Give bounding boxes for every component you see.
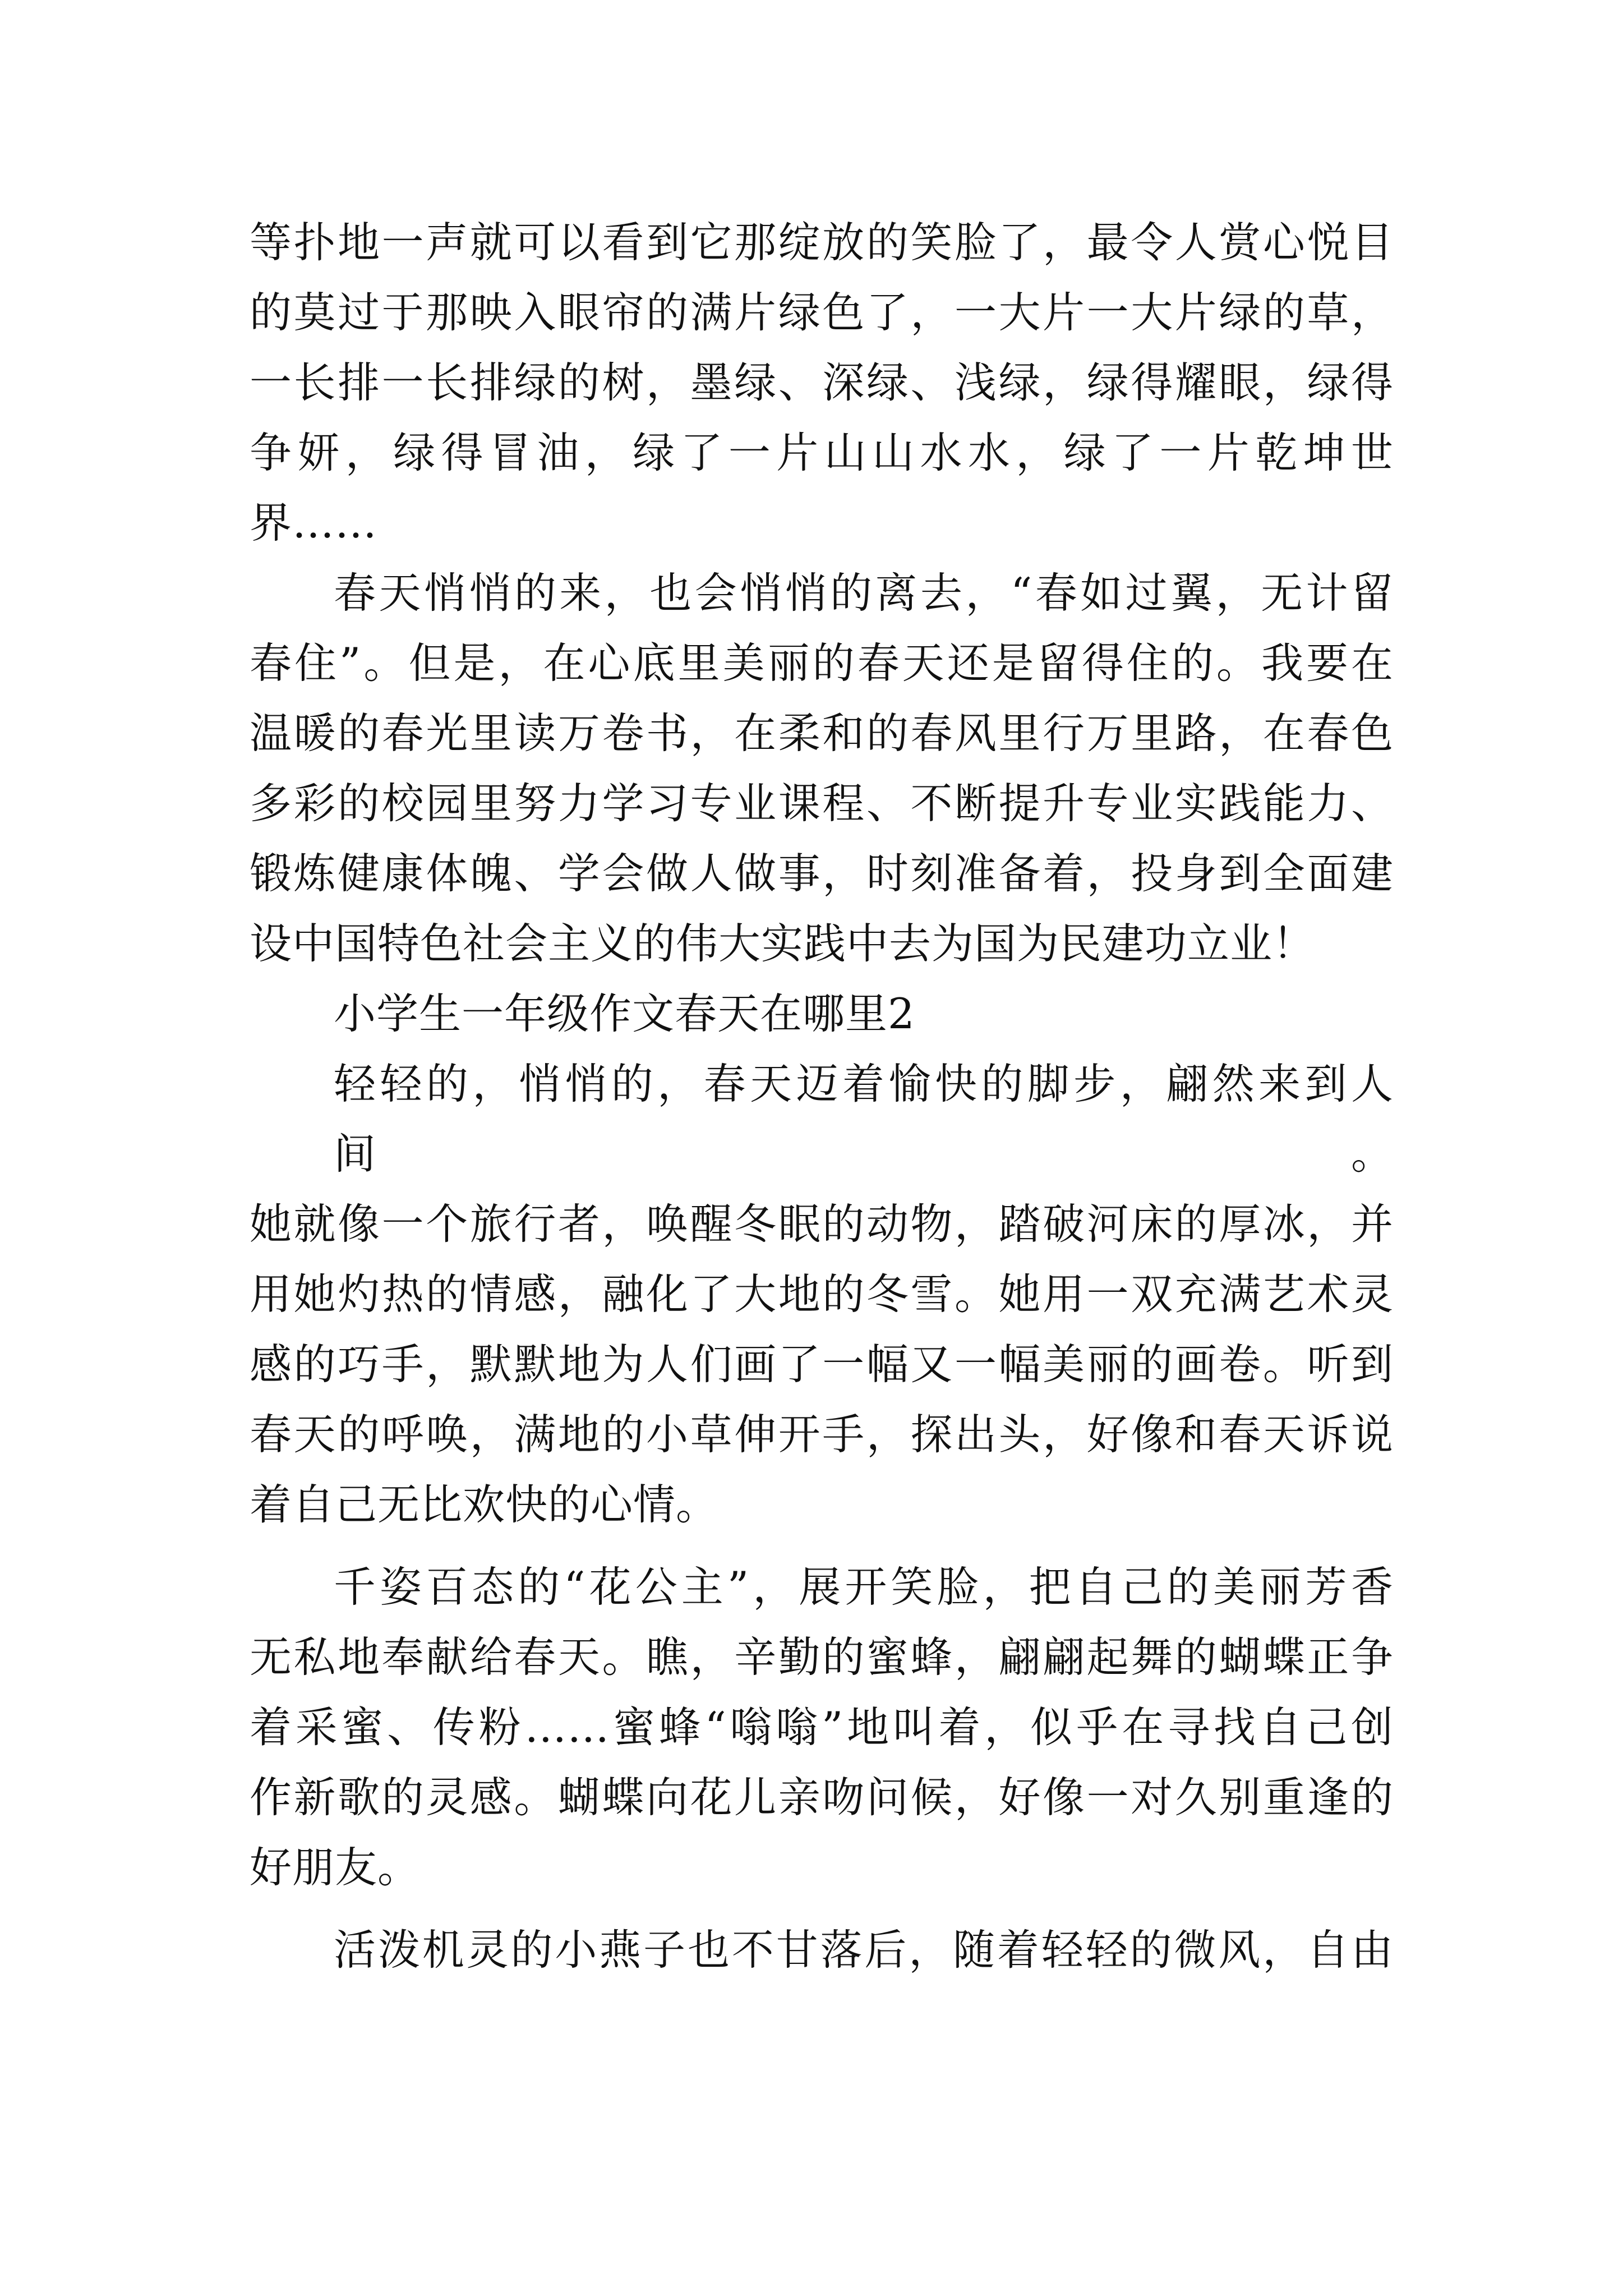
section-heading: [250, 979, 1394, 1049]
text-line: 轻轻的，悄悄的，春天迈着愉快的脚步，翩然来到人间。: [334, 1059, 1394, 1179]
paragraph: [250, 558, 1394, 979]
paragraph: [250, 1049, 1394, 1540]
paragraph: [250, 208, 1394, 558]
text-line: 活泼机灵的小燕子也不甘落后，随着轻轻的微风，自由: [334, 1925, 1394, 1975]
text-line: 着自己无比欢快的心情。: [250, 1480, 719, 1529]
text-line: 她就像一个旅行者，唤醒冬眠的动物，踏破河床的厚冰，并: [250, 1199, 1394, 1249]
text-line: 的莫过于那映入眼帘的满片绿色了，一大片一大片绿的草，: [250, 288, 1394, 337]
text-line: 好朋友。: [250, 1843, 421, 1892]
text-line: 春天悄悄的来，也会悄悄的离去，“春如过翼，无计留: [334, 568, 1394, 618]
text-line: 用她灼热的情感，融化了大地的冬雪。她用一双充满艺术灵: [250, 1269, 1394, 1319]
paragraph: [250, 1552, 1394, 1903]
text-line: 多彩的校园里努力学习专业课程、不断提升专业实践能力、: [250, 779, 1394, 828]
paragraph: [250, 1915, 1394, 1985]
document-body: [250, 208, 1394, 1985]
text-line: 设中国特色社会主义的伟大实践中去为国为民建功立业！: [250, 919, 1316, 968]
text-line: 春天的呼唤，满地的小草伸开手，探出头，好像和春天诉说: [250, 1410, 1394, 1459]
text-line: 争妍，绿得冒油，绿了一片山山水水，绿了一片乾坤世: [250, 428, 1394, 477]
text-line: 感的巧手，默默地为人们画了一幅又一幅美丽的画卷。听到: [250, 1340, 1394, 1389]
text-line: 无私地奉献给春天。瞧，辛勤的蜜蜂，翩翩起舞的蝴蝶正争: [250, 1632, 1394, 1682]
text-line: 春住”。但是，在心底里美丽的春天还是留得住的。我要在: [250, 638, 1394, 688]
text-line: 等扑地一声就可以看到它那绽放的笑脸了，最令人赏心悦目: [250, 218, 1394, 267]
text-line: 界……: [250, 498, 378, 547]
heading-text: 小学生一年级作文春天在哪里2: [334, 989, 915, 1038]
text-line: 温暖的春光里读万卷书，在柔和的春风里行万里路，在春色: [250, 708, 1394, 758]
text-line: 一长排一长排绿的树，墨绿、深绿、浅绿，绿得耀眼，绿得: [250, 358, 1394, 407]
text-line: 千姿百态的“花公主”，展开笑脸，把自己的美丽芳香: [334, 1562, 1394, 1612]
text-line: 作新歌的灵感。蝴蝶向花儿亲吻问候，好像一对久别重逢的: [250, 1773, 1394, 1822]
text-line: 锻炼健康体魄、学会做人做事，时刻准备着，投身到全面建: [250, 849, 1394, 898]
text-line: 着采蜜、传粉……蜜蜂“嗡嗡”地叫着，似乎在寻找自己创: [250, 1703, 1394, 1752]
